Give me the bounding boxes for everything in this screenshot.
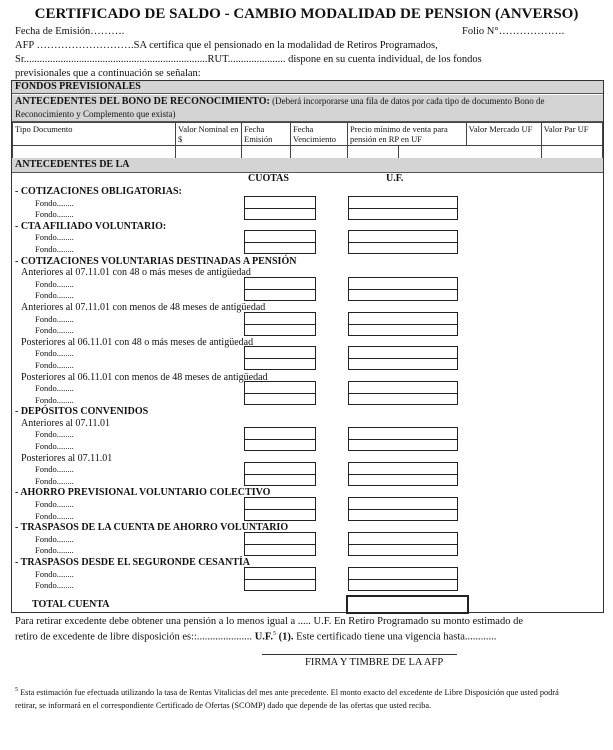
footnote-mark: 5	[15, 687, 18, 693]
fondo-label: Fondo........	[35, 278, 74, 289]
uf-field[interactable]	[348, 230, 458, 254]
antecedentes-la: ANTECEDENTES DE LA	[12, 158, 603, 173]
section-title: - AHORRO PREVISIONAL VOLUNTARIO COLECTIVO	[15, 487, 271, 499]
fondo-label: Fondo........	[35, 243, 74, 254]
section-title: - DEPÓSITOS CONVENIDOS	[15, 406, 149, 418]
retiro-line-2	[15, 631, 496, 643]
fondos-title: FONDOS PREVISIONALES	[12, 81, 603, 94]
fondo-label: Fondo........	[35, 359, 74, 370]
afp-line: AFP ……………………….SA certifica que el pensionado en la modalidad de Retiros Programados,	[15, 40, 438, 51]
cuotas-field[interactable]	[244, 427, 316, 451]
bono-note: (Deberá incorporarse una fila de datos por cada tipo de documento Bono de Reconocimiento y Complemento que exista)	[15, 96, 545, 119]
fondo-pair	[15, 279, 600, 302]
page-title: CERTIFICADO DE SALDO - CAMBIO MODALIDAD DE PENSION (ANVERSO)	[34, 6, 579, 22]
col-valor-par: Valor Par UF	[541, 123, 602, 146]
fondo-label: Fondo........	[35, 348, 74, 359]
fondo-label: Fondo........	[35, 545, 74, 556]
fondo-label: Fondo........	[35, 232, 74, 243]
vigencia-text: Este certificado tiene una vigencia hasta............	[293, 631, 497, 643]
fondo-label: Fondo........	[35, 510, 74, 521]
group-label: Posteriores al 06.11.01 con menos de 48 meses de antigüedad	[21, 371, 268, 383]
uf-field[interactable]	[348, 381, 458, 405]
bono-title: ANTECEDENTES DEL BONO DE RECONOCIMIENTO:	[15, 96, 270, 107]
fondo-label: Fondo........	[35, 209, 74, 220]
uf-field[interactable]	[348, 312, 458, 336]
cuotas-field[interactable]	[244, 497, 316, 521]
sr-line: Sr......................................................................RUT...................... dispone en su cuenta individual, de los fondos	[15, 54, 482, 65]
cuotas-field[interactable]	[244, 346, 316, 370]
fondo-pair	[15, 314, 600, 337]
fondo-label: Fondo........	[35, 290, 74, 301]
firma-label: FIRMA Y TIMBRE DE LA AFP	[305, 657, 444, 668]
fondo-pair	[15, 429, 600, 452]
uf-field[interactable]	[348, 277, 458, 301]
fondo-label: Fondo........	[35, 197, 74, 208]
uf-field[interactable]	[348, 532, 458, 556]
retiro-line-1: Para retirar excedente debe obtener una pensión a lo menos igual a ..... U.F. En Retiro Programado su monto estimado de	[15, 616, 523, 627]
group-label: Posteriores al 06.11.01 con 48 o más meses de antigüedad	[21, 336, 254, 348]
fondo-pair	[15, 499, 600, 522]
group-label: Anteriores al 07.11.01 con menos de 48 meses de antigüedad	[21, 301, 266, 313]
uf-field[interactable]	[348, 462, 458, 486]
fondo-label: Fondo........	[35, 325, 74, 336]
uf-field[interactable]	[348, 427, 458, 451]
col-precio-minimo: Precio mínimo de venta para pensión en RP en UF	[348, 123, 467, 146]
footnote	[15, 684, 575, 712]
uf-label: U.F.	[254, 631, 273, 643]
bono-title-bar	[12, 95, 603, 122]
section-title: - TRASPASOS DE LA CUENTA DE AHORRO VOLUNTARIO	[15, 522, 289, 534]
group-label: Anteriores al 07.11.01 con 48 o más meses de antigüedad	[21, 267, 251, 279]
section-title: - COTIZACIONES OBLIGATORIAS:	[15, 186, 182, 197]
bono-table	[12, 122, 603, 160]
col-valor-mercado: Valor Mercado UF	[466, 123, 541, 146]
fondo-pair	[15, 232, 600, 255]
fondo-label: Fondo........	[35, 383, 74, 394]
col-cuotas: CUOTAS	[248, 173, 289, 184]
cuotas-field[interactable]	[244, 230, 316, 254]
fondo-label: Fondo........	[35, 441, 74, 452]
col-uf: U.F.	[386, 173, 404, 184]
fund-list	[15, 186, 600, 592]
cuotas-field[interactable]	[244, 277, 316, 301]
uf-field[interactable]	[348, 346, 458, 370]
cuotas-field[interactable]	[244, 312, 316, 336]
col-fecha-vencimiento: Fecha Vencimiento	[291, 123, 348, 146]
col-tipo: Tipo Documento	[13, 123, 176, 146]
section-title: - CTA AFILIADO VOLUNTARIO:	[15, 220, 167, 232]
uf-field[interactable]	[348, 567, 458, 591]
section-title: - COTIZACIONES VOLUNTARIAS DESTINADAS A PENSIÓN	[15, 255, 297, 267]
uf-field[interactable]	[348, 196, 458, 220]
col-fecha-emision: Fecha Emisión	[242, 123, 291, 146]
fondo-label: Fondo........	[35, 580, 74, 591]
cuotas-field[interactable]	[244, 567, 316, 591]
fondo-pair	[15, 198, 600, 221]
fondo-label: Fondo........	[35, 499, 74, 510]
ref-1: (1).	[275, 631, 294, 643]
folio: Folio N°……………….	[462, 26, 565, 37]
fondo-pair	[15, 534, 600, 557]
fondo-label: Fondo........	[35, 568, 74, 579]
fondo-pair	[15, 348, 600, 371]
total-label: TOTAL CUENTA	[32, 599, 110, 610]
fondo-pair	[15, 464, 600, 487]
fondo-label: Fondo........	[35, 533, 74, 544]
group-label: Posteriores al 07.11.01	[21, 452, 113, 464]
cuotas-field[interactable]	[244, 381, 316, 405]
cuotas-field[interactable]	[244, 532, 316, 556]
cuotas-field[interactable]	[244, 196, 316, 220]
footnote-ref: 5	[272, 631, 276, 637]
col-valor-nominal: Valor Nominal en $	[176, 123, 242, 146]
fondos-box	[11, 80, 604, 613]
fondo-label: Fondo........	[35, 475, 74, 486]
fondo-label: Fondo........	[35, 394, 74, 405]
fondo-pair	[15, 569, 600, 592]
section-title: - TRASPASOS DESDE EL SEGURONDE CESANTÍA	[15, 557, 250, 568]
previsionales-line: previsionales que a continuación se señalan:	[15, 68, 201, 79]
cuotas-field[interactable]	[244, 462, 316, 486]
retiro-text: retiro de excedente de libre disposición es::.....................	[15, 631, 255, 643]
fondo-label: Fondo........	[35, 464, 74, 475]
fondo-label: Fondo........	[35, 313, 74, 324]
total-field[interactable]	[346, 595, 469, 614]
group-label: Anteriores al 07.11.01	[21, 417, 111, 429]
signature-line	[262, 654, 457, 655]
fondo-label: Fondo........	[35, 429, 74, 440]
footnote-text: Esta estimación fue efectuada utilizando la tasa de Rentas Vitalicias del mes ante precedente. El monto exacto del excedente de Libre Disposición que usted podrá retirar, se informará en el correspondiente Certificado de Ofertas (SCOMP) dado que depende de las ofertas que usted reciba.	[15, 687, 559, 710]
uf-field[interactable]	[348, 497, 458, 521]
fecha-emision: Fecha de Emisión……….	[15, 26, 125, 37]
fondo-pair	[15, 383, 600, 406]
